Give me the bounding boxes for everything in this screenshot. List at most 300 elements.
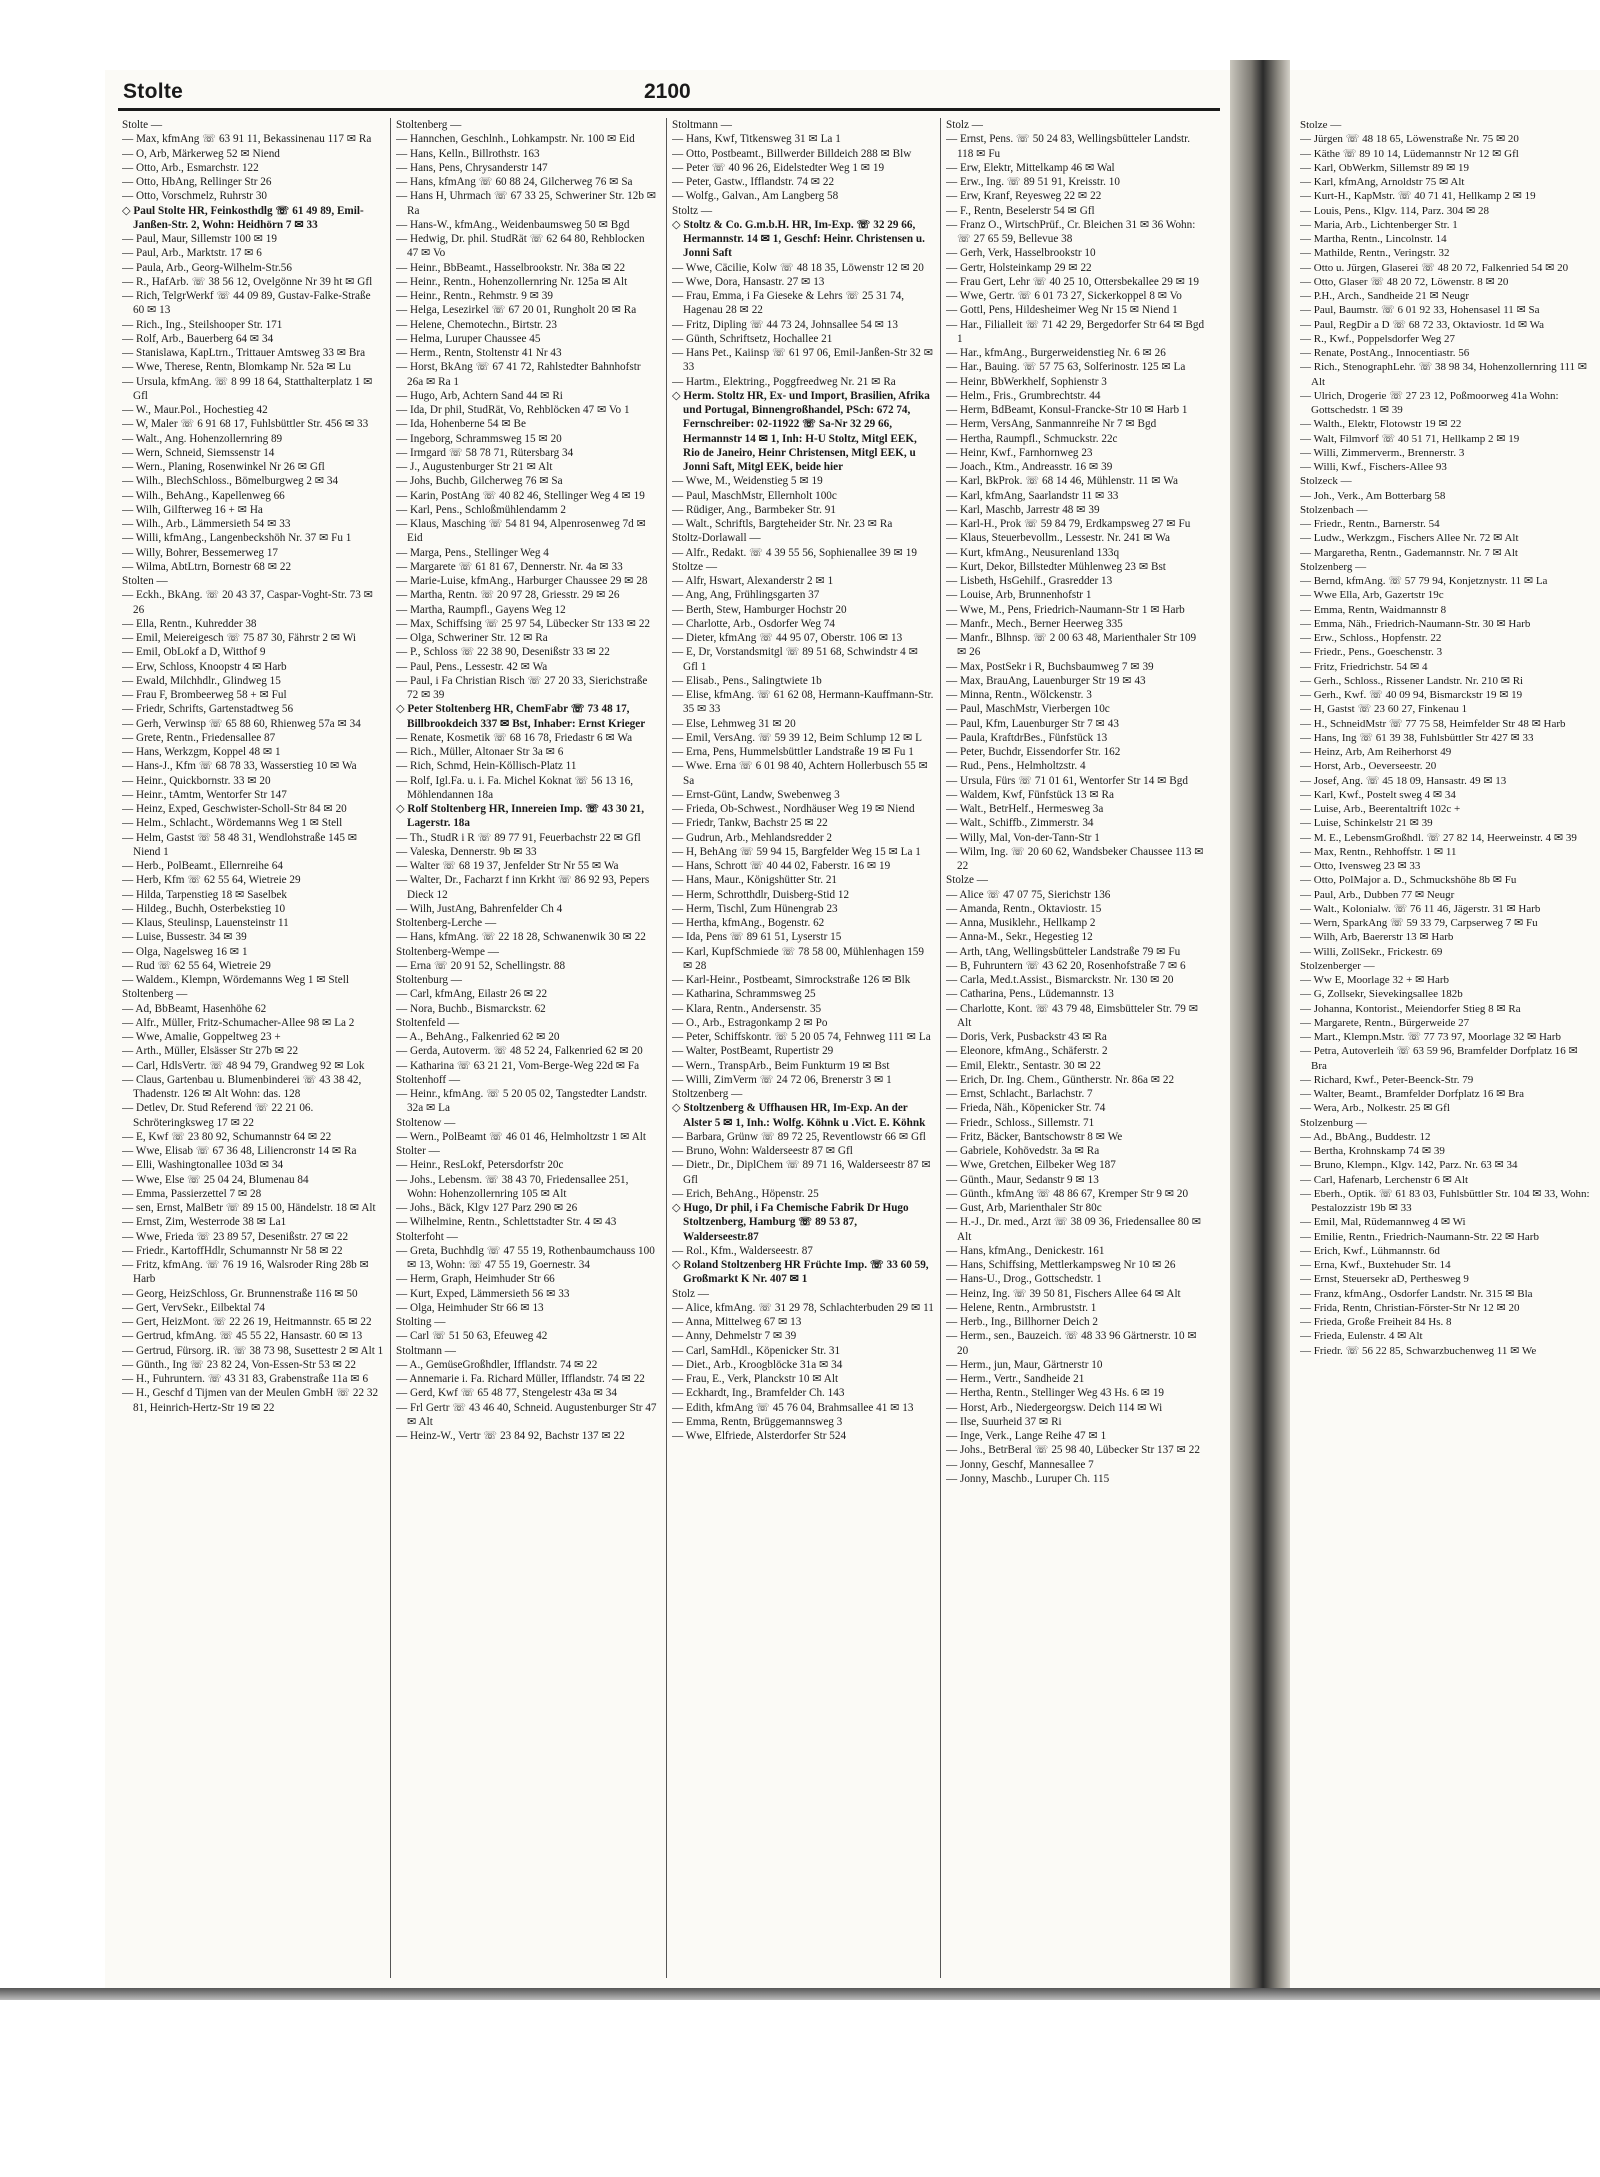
directory-entry: — R., HafArb. ☏ 38 56 12, Ovelgönne Nr 39 ht ✉ Gfl: [122, 275, 373, 288]
directory-entry: — Luise, Arb., Beerentaltrift 102c +: [1300, 803, 1461, 815]
directory-entry: — Olga, Nagelsweg 16 ✉ 1: [122, 945, 248, 958]
directory-entry: — Peter, Schiffskontr. ☏ 5 20 05 74, Fehnweg 111 ✉ La: [672, 1031, 931, 1043]
directory-entry: — Grete, Rentn., Friedensallee 87: [122, 731, 276, 744]
directory-entry: — Wwe, M., Weidenstieg 5 ✉ 19: [672, 475, 823, 488]
directory-entry: — Paul, Kfm, Lauenburger Str 7 ✉ 43: [946, 717, 1119, 730]
directory-entry: — Otto u. Jürgen, Glaserei ☏ 48 20 72, Falkenried 54 ✉ 20: [1300, 261, 1569, 274]
directory-entry: — Greta, Buchhdlg ☏ 47 55 19, Rothenbaumchauss 100 ✉ 13, Wohn: ☏ 47 55 19, Goernestr. 34: [396, 1244, 655, 1271]
directory-entry: — Wwe, Elfriede, Alsterdorfer Str 524: [672, 1430, 847, 1442]
directory-entry: — Karl, kfmAng, Saarlandstr 11 ✉ 33: [946, 489, 1119, 502]
directory-entry: — Margaretha, Rentn., Gademannstr. Nr. 7 ✉ Alt: [1300, 546, 1518, 559]
directory-entry: — Rolf, Arb., Bauerberg 64 ✉ 34: [122, 332, 274, 345]
directory-entry: — Friedr. ☏ 56 22 85, Schwarzbuchenweg 11 ✉ We: [1300, 1344, 1537, 1357]
directory-entry: — Waldem., Klempn, Wördemanns Weg 1 ✉ Stell: [122, 974, 349, 986]
directory-entry: — Erich, BehAng., Höpenstr. 25: [672, 1187, 819, 1200]
directory-entry: — Erw, Kranf, Reyesweg 22 ✉ 22: [946, 190, 1102, 203]
directory-entry: — Ida, Dr phil, StudRät, Vo, Rehblöcken 47 ✉ Vo 1: [396, 404, 630, 416]
directory-entry: — Johanna, Kontorist., Meiendorfer Stieg 8 ✉ Ra: [1300, 1002, 1521, 1015]
directory-entry: — Wilh, Arb, Baererstr 13 ✉ Harb: [1300, 931, 1454, 944]
directory-entry: — Wern., Planing, Rosenwinkel Nr 26 ✉ Gfl: [122, 461, 325, 473]
directory-entry: — Anny, Dehmelstr 7 ✉ 39: [672, 1330, 797, 1343]
directory-entry: — J., Augustenburger Str 21 ✉ Alt: [396, 461, 553, 473]
directory-entry: — Willi, Zimmerverm., Brennerstr. 3: [1300, 446, 1465, 459]
directory-entry: — Walt., Schiffb., Zimmerstr. 34: [946, 817, 1094, 830]
directory-entry: — Otto, Vorschmelz, Ruhrstr 30: [122, 190, 268, 203]
directory-entry: — Ida, Pens ☏ 89 61 51, Lyserstr 15: [672, 931, 842, 944]
surname-heading: Stolte —: [122, 119, 163, 131]
surname-heading: Stoltmann —: [396, 1344, 456, 1357]
directory-column-2: [396, 118, 658, 1978]
directory-entry: — Gerda, Autoverm. ☏ 48 52 24, Falkenried 62 ✉ 20: [396, 1045, 643, 1058]
firm-entry: ◇ Herm. Stoltz HR, Ex- und Import, Brasilien, Afrika und Portugal, Binnengroßhandel, PSch: 672 74, Fernschreiber: 02-11922 ☏ Sa-Nr 32 29 66, Hermannstr 14 ✉ 1, Inh: H-U Stoltz, Mitgl EEK, Rio de Janeiro, Heinr Christensen, Mitgl EEK, u Jonni Saft, Mitgl EEK, beide hier: [672, 389, 930, 473]
directory-entry: — Otto, PolMajor a. D., Schmuckshöhe 8b ✉ Fu: [1300, 874, 1517, 887]
directory-entry: — Ernst, Steuersekr aD, Perthesweg 9: [1300, 1273, 1469, 1286]
directory-entry: — Wilh, Gilfterweg 16 + ✉ Ha: [122, 503, 263, 516]
directory-entry: — Minna, Rentn., Wölckenstr. 3: [946, 689, 1092, 701]
surname-heading: Stolzenberger —: [1300, 959, 1375, 972]
directory-entry: — Gust, Arb, Marienthaler Str 80c: [946, 1202, 1102, 1214]
directory-entry: — Josef, Ang. ☏ 45 18 09, Hansastr. 49 ✉ 13: [1300, 774, 1507, 787]
directory-entry: — Frau F, Brombeerweg 58 + ✉ Ful: [122, 689, 287, 701]
directory-entry: — Nora, Buchb., Bismarckstr. 62: [396, 1002, 546, 1015]
directory-entry: — Hans-U., Drog., Gottschedstr. 1: [946, 1273, 1102, 1286]
directory-entry: — Ida, Hohenberne 54 ✉ Be: [396, 418, 526, 431]
directory-entry: — P.H., Arch., Sandheide 21 ✉ Neugr: [1300, 290, 1470, 302]
directory-entry: — Karl-Heinr., Postbeamt, Simrockstraße 126 ✉ Blk: [672, 974, 911, 986]
directory-entry: — Har., Bauing. ☏ 57 75 63, Solferinostr. 125 ✉ La: [946, 361, 1186, 374]
directory-entry: — Anna, Mittelweg 67 ✉ 13: [672, 1316, 802, 1328]
directory-entry: — Stanislawa, KapLtrn., Trittauer Amtsweg 33 ✉ Bra: [122, 347, 366, 359]
directory-entry: — Otto, Arb., Esmarchstr. 122: [122, 161, 259, 174]
directory-entry: — Willi, ZimVerm ☏ 24 72 06, Brenerstr 3 ✉ 1: [672, 1073, 892, 1086]
directory-entry: — Carl ☏ 51 50 63, Efeuweg 42: [396, 1330, 548, 1343]
directory-entry: — Herm, Tischl, Zum Hünengrab 23: [672, 902, 838, 915]
book-gutter: [1230, 60, 1290, 2000]
directory-entry: — Ernst-Günt, Landw, Swebenweg 3: [672, 788, 840, 801]
directory-entry: — Walt, Filmvorf ☏ 40 51 71, Hellkamp 2 ✉ 19: [1300, 432, 1520, 445]
directory-entry: — Alfr., Müller, Fritz-Schumacher-Allee 98 ✉ La 2: [122, 1016, 355, 1029]
directory-entry: — Emil, Elektr., Sentastr. 30 ✉ 22: [946, 1059, 1101, 1072]
directory-entry: — F., Rentn, Beselerstr 54 ✉ Gfl: [946, 204, 1095, 217]
firm-entry: ◇ Stoltzenberg & Uffhausen HR, Im-Exp. An der Alster 5 ✉ 1, Inh.: Wolfg. Köhnk u .Vict. E. Köhnk: [672, 1102, 926, 1129]
directory-entry: — Hans, Pens, Chrysanderstr 147: [396, 161, 548, 174]
directory-entry: — W., Maur.Pol., Hochestieg 42: [122, 404, 268, 416]
directory-entry: — Wwe, Therese, Rentn, Blomkamp Nr. 52a ✉ Lu: [122, 361, 351, 374]
directory-entry: — Frl Gertr ☏ 43 46 40, Schneid. Augustenburger Str 47 ✉ Alt: [396, 1401, 657, 1428]
directory-entry: — Herm, VersAng, Sanmannreihe Nr 7 ✉ Bgd: [946, 418, 1157, 431]
surname-heading: Stolz —: [946, 119, 983, 131]
directory-entry: — Wolfg., Galvan., Am Langberg 58: [672, 190, 839, 203]
firm-entry: ◇ Hugo, Dr phil, i Fa Chemische Fabrik Dr Hugo Stoltzenberg, Hamburg ☏ 89 53 87, Walderseestr.87: [672, 1202, 909, 1243]
surname-heading: Stoltenhoff —: [396, 1073, 461, 1086]
directory-entry: — Gerh., Kwf. ☏ 40 09 94, Bismarckstr 19 ✉ 19: [1300, 689, 1523, 701]
directory-entry: — Olga, Schweriner Str. 12 ✉ Ra: [396, 632, 548, 644]
directory-entry: — Hans, Schiffsing, Mettlerkampsweg Nr 10 ✉ 26: [946, 1259, 1176, 1271]
directory-entry: — Wwe, Amalie, Goppeltweg 23 +: [122, 1031, 281, 1043]
directory-entry: — Bernd, kfmAng. ☏ 57 79 94, Konjetznystr. 11 ✉ La: [1300, 575, 1548, 587]
directory-entry: — Hannchen, Geschlnh., Lohkampstr. Nr. 100 ✉ Eid: [396, 133, 635, 146]
directory-entry: — Emilie, Rentn., Friedrich-Naumann-Str. 22 ✉ Harb: [1300, 1230, 1539, 1243]
page-bottom-shadow: [0, 1988, 1600, 2000]
directory-entry: — Emma, Passierzettel 7 ✉ 28: [122, 1187, 262, 1200]
directory-entry: — Kurt, Dekor, Billstedter Mühlenweg 23 ✉ Bst: [946, 560, 1166, 573]
directory-entry: — Willi, kfmAng., Langenbeckshöh Nr. 37 ✉ Fu 1: [122, 532, 352, 545]
surname-heading: Stolterfoht —: [396, 1230, 458, 1243]
directory-entry: — Paul, i Fa Christian Risch ☏ 27 20 33, Sierichstraße 72 ✉ 39: [396, 674, 648, 701]
directory-entry: — Hans H, Uhrmach ☏ 67 33 25, Schweriner Str. 12b ✉ Ra: [396, 190, 657, 217]
directory-entry: — Karl, KupfSchmiede ☏ 78 58 00, Mühlenhagen 159 ✉ 28: [672, 945, 924, 972]
directory-entry: — Herm., Vertr., Sandheide 21: [946, 1373, 1085, 1385]
directory-entry: — Har., kfmAng., Burgerweidenstieg Nr. 6 ✉ 26: [946, 347, 1166, 359]
directory-entry: — Annemarie i. Fa. Richard Müller, Ifflandstr. 74 ✉ 22: [396, 1373, 645, 1385]
directory-entry: — Wwe, Gretchen, Eilbeker Weg 187: [946, 1159, 1116, 1172]
directory-entry: — Herb, Kfm ☏ 62 55 64, Wietreie 29: [122, 874, 301, 887]
directory-entry: — Frieda, Eulenstr. 4 ✉ Alt: [1300, 1330, 1423, 1343]
directory-entry: — Emil, ObLokf a D, Witthof 9: [122, 646, 266, 659]
directory-entry: — A., GemüseGroßhdler, Ifflandstr. 74 ✉ 22: [396, 1358, 598, 1371]
directory-entry: — E, Kwf ☏ 23 80 92, Schumannstr 64 ✉ 22: [122, 1130, 332, 1143]
surname-heading: Stoltenfeld —: [396, 1016, 460, 1029]
directory-entry: — Walt., Ang. Hohenzollernring 89: [122, 432, 283, 445]
surname-heading: Stoltz-Dorlawall —: [672, 532, 761, 545]
directory-entry: — Inge, Verk., Lange Reihe 47 ✉ 1: [946, 1430, 1107, 1442]
directory-entry: — Alice, kfmAng. ☏ 31 29 78, Schlachterbuden 29 ✉ 11: [672, 1301, 934, 1314]
directory-entry: — Johs, Buchb, Gilcherweg 76 ✉ Sa: [396, 475, 563, 488]
directory-entry: — Friedr, Schrifts, Gartenstadtweg 56: [122, 703, 294, 716]
directory-entry: — Hans-W., kfmAng., Weidenbaumsweg 50 ✉ Bgd: [396, 218, 630, 231]
directory-entry: — Katharina, Schrammsweg 25: [672, 988, 816, 1001]
directory-entry: — Hildeg., Buchh, Osterbekstieg 10: [122, 902, 286, 915]
directory-entry: — Friedr., Schloss., Sillemstr. 71: [946, 1116, 1095, 1129]
directory-entry: — Rich., StenographLehr. ☏ 38 98 34, Hohenzollernring 111 ✉ Alt: [1300, 361, 1588, 388]
directory-entry: — Gert, VervSekr., Eilbektal 74: [122, 1301, 266, 1314]
directory-entry: — Elli, Washingtonallee 103d ✉ 34: [122, 1159, 284, 1172]
surname-heading: Stolter —: [396, 1145, 440, 1157]
directory-entry: — Hans-J., Kfm ☏ 68 78 33, Wasserstieg 10 ✉ Wa: [122, 760, 357, 773]
surname-heading: Stoltenburg —: [396, 974, 462, 986]
directory-entry: — Walter ☏ 68 19 37, Jenfelder Str Nr 55 ✉ Wa: [396, 860, 619, 872]
directory-entry: — Catharina, Pens., Lüdemannstr. 13: [946, 988, 1114, 1001]
directory-entry: — Fritz, kfmAng. ☏ 76 19 16, Walsroder Ring 28b ✉ Harb: [122, 1259, 369, 1286]
firm-entry: ◇ Paul Stolte HR, Feinkosthdlg ☏ 61 49 89, Emil-Janßen-Str. 2, Wohn: Heidhörn 7 ✉ 33: [122, 204, 364, 231]
surname-heading: Stolzenburg —: [1300, 1116, 1367, 1129]
directory-entry: — Erna, Kwf., Buxtehuder Str. 14: [1300, 1259, 1451, 1271]
directory-entry: — Wilhelmine, Rentn., Schlettstadter Str. 4 ✉ 43: [396, 1216, 617, 1229]
directory-entry: — G, Zollsekr, Sievekingsallee 182b: [1300, 988, 1463, 1001]
directory-entry: — Mart., Klempn.Mstr. ☏ 77 73 97, Moorlage 32 ✉ Harb: [1300, 1031, 1561, 1043]
directory-entry: — Anna-M., Sekr., Hegestieg 12: [946, 931, 1093, 944]
directory-entry: — Wilh., Arb., Lämmersieth 54 ✉ 33: [122, 518, 291, 530]
directory-entry: — Herb., PolBeamt., Ellernreihe 64: [122, 860, 283, 872]
directory-entry: — Carl, HdlsVertr. ☏ 48 94 79, Grandweg 92 ✉ Lok: [122, 1059, 365, 1072]
directory-entry: — Heinr, Kwf., Farnhornweg 23: [946, 446, 1093, 459]
directory-entry: — Elisab., Pens., Salingtwiete 1b: [672, 674, 822, 687]
page-number: 2100: [644, 80, 691, 103]
directory-entry: — Kurt, Exped, Lämmersieth 56 ✉ 33: [396, 1287, 570, 1300]
directory-entry: — Emil, Mal, Rüdemannweg 4 ✉ Wi: [1300, 1216, 1466, 1229]
directory-entry: — Max, Schiffsing ☏ 25 97 54, Lübecker Str 133 ✉ 22: [396, 617, 651, 630]
directory-entry: — Joh., Verk., Am Botterbarg 58: [1300, 489, 1446, 502]
directory-entry: — Otto, Glaser ☏ 48 20 72, Löwenstr. 8 ✉ 20: [1300, 275, 1509, 288]
directory-entry: — Carl, kfmAng, Eilastr 26 ✉ 22: [396, 988, 548, 1001]
directory-entry: — A., BehAng., Falkenried 62 ✉ 20: [396, 1031, 560, 1043]
directory-entry: — Wwe Ella, Arb, Gazertstr 19c: [1300, 589, 1444, 602]
directory-entry: — Louis, Pens., Klgv. 114, Parz. 304 ✉ 28: [1300, 204, 1489, 217]
directory-entry: — Th., StudR i R ☏ 89 77 91, Feuerbachstr 22 ✉ Gfl: [396, 831, 641, 844]
directory-entry: — Heinz, Exped, Geschwister-Scholl-Str 84 ✉ 20: [122, 803, 347, 815]
directory-entry: — Ang, Ang, Frühlingsgarten 37: [672, 589, 820, 602]
running-head-name: Stolte: [123, 80, 184, 103]
directory-entry: — Richard, Kwf., Peter-Beenck-Str. 79: [1300, 1073, 1474, 1086]
surname-heading: Stoltz —: [672, 204, 713, 217]
directory-entry: — H.-J., Dr. med., Arzt ☏ 38 09 36, Friedensallee 80 ✉ Alt: [946, 1216, 1202, 1243]
directory-entry: — Günth, Schriftsetz, Hochallee 21: [672, 332, 833, 345]
directory-entry: — Herm, BdBeamt, Konsul-Francke-Str 10 ✉ Harb 1: [946, 404, 1188, 416]
directory-entry: — Ewald, Milchhdlr., Glindweg 15: [122, 674, 281, 687]
directory-entry: — Ilse, Suurheid 37 ✉ Ri: [946, 1415, 1062, 1428]
directory-entry: — Heinz, Ing. ☏ 39 50 81, Fischers Allee 64 ✉ Alt: [946, 1287, 1181, 1300]
directory-entry: — Herb., Ing., Billhorner Deich 2: [946, 1316, 1098, 1328]
directory-entry: — Wilh, JustAng, Bahrenfelder Ch 4: [396, 902, 563, 915]
directory-entry: — Gertrud, Fürsorg. iR. ☏ 38 73 98, Susettestr 2 ✉ Alt 1: [122, 1344, 384, 1357]
directory-entry: — Hans, Werkzgm, Koppel 48 ✉ 1: [122, 746, 281, 758]
directory-entry: — Peter, Buchdr, Eissendorfer Str. 162: [946, 746, 1121, 758]
column-divider: [390, 118, 391, 1978]
directory-entry: — Elise, kfmAng. ☏ 61 62 08, Hermann-Kauffmann-Str. 35 ✉ 33: [672, 689, 934, 716]
directory-entry: — Walter, Beamt., Bramfelder Dorfplatz 16 ✉ Bra: [1300, 1088, 1524, 1100]
directory-entry: — Margarete, Rentn., Bürgerweide 27: [1300, 1016, 1470, 1029]
directory-entry: — Klaus, Steuerbevollm., Lessestr. Nr. 241 ✉ Wa: [946, 532, 1170, 545]
directory-entry: — Emma, Näh., Friedrich-Naumann-Str. 30 ✉ Harb: [1300, 617, 1531, 630]
directory-entry: — Dietr., Dr., DiplChem ☏ 89 71 16, Walderseestr 87 ✉ Gfl: [672, 1159, 931, 1186]
directory-entry: — Marga, Pens., Stellinger Weg 4: [396, 546, 549, 559]
directory-entry: — Frieda, Ob-Schwest., Nordhäuser Weg 19 ✉ Niend: [672, 803, 915, 815]
directory-entry: — Carl, Hafenarb, Lerchenstr 6 ✉ Alt: [1300, 1173, 1469, 1186]
directory-entry: — Martha, Rentn. ☏ 20 97 28, Griesstr. 29 ✉ 26: [396, 589, 620, 602]
surname-heading: Stolzeck —: [1300, 475, 1352, 488]
directory-column-1: [122, 118, 384, 1978]
directory-entry: — Hertha, Raumpfl., Schmuckstr. 22c: [946, 432, 1118, 445]
firm-entry: ◇ Stoltz & Co. G.m.b.H. HR, Im-Exp. ☏ 32 29 66, Hermannstr. 14 ✉ 1, Geschf: Heinr. Christensen u. Jonni Saft: [672, 218, 925, 260]
directory-entry: — Wwe, Dora, Hansastr. 27 ✉ 13: [672, 275, 825, 288]
directory-entry: — Herm, Schrotthdlr, Duisberg-Stid 12: [672, 888, 850, 901]
directory-entry: — Rud ☏ 62 55 64, Wietreie 29: [122, 959, 271, 972]
directory-entry: — Friedr., Pens., Goeschenstr. 3: [1300, 646, 1443, 659]
directory-entry: — Herm., sen., Bauzeich. ☏ 48 33 96 Gärtnerstr. 10 ✉ 20: [946, 1330, 1197, 1357]
directory-entry: — P., Schloss ☏ 22 38 90, Desenißstr 33 ✉ 22: [396, 646, 610, 659]
directory-entry: — Helene, Rentn., Armbruststr. 1: [946, 1301, 1097, 1314]
directory-column-4: [946, 118, 1208, 1978]
directory-entry: — Bruno, Wohn: Walderseestr 87 ✉ Gfl: [672, 1145, 853, 1157]
directory-entry: — Wilh., BehAng., Kapellenweg 66: [122, 489, 285, 502]
directory-entry: — Walt., Schriftls, Bargteheider Str. Nr. 23 ✉ Ra: [672, 518, 893, 530]
directory-entry: — Herm, Graph, Heimhuder Str 66: [396, 1273, 555, 1286]
directory-entry: — Horst, Arb., Oeverseestr. 20: [1300, 760, 1437, 773]
directory-entry: — Wwe, Gertr. ☏ 6 01 73 27, Sickerkoppel 8 ✉ Vo: [946, 290, 1182, 302]
directory-entry: — Charlotte, Kont. ☏ 43 79 48, Eimsbütteler Str. 79 ✉ Alt: [946, 1002, 1199, 1029]
directory-entry: — Willy, Mal, Von-der-Tann-Str 1: [946, 831, 1100, 844]
directory-entry: — Karl, Kwf., Postelt sweg 4 ✉ 34: [1300, 788, 1456, 801]
directory-entry: — Rud., Pens., Helmholtzstr. 4: [946, 760, 1086, 773]
directory-entry: — Waldem, Kwf, Fünfstück 13 ✉ Ra: [946, 788, 1114, 801]
directory-entry: — Hans Pet., Kaiinsp ☏ 61 97 06, Emil-Janßen-Str 32 ✉ 33: [672, 347, 934, 374]
directory-entry: — Hans, Kwf, Titkensweg 31 ✉ La 1: [672, 133, 841, 146]
directory-entry: — Wern., TranspArb., Beim Funkturm 19 ✉ Bst: [672, 1059, 890, 1072]
directory-entry: — Peter, Gastw., Ifflandstr. 74 ✉ 22: [672, 176, 835, 188]
directory-entry: — Jürgen ☏ 48 18 65, Löwenstraße Nr. 75 ✉ 20: [1300, 133, 1519, 146]
directory-entry: — Heinr., BbBeamt., Hasselbrookstr. Nr. 38a ✉ 22: [396, 261, 626, 274]
directory-entry: — Rich., Ing., Steilshooper Str. 171: [122, 318, 283, 331]
directory-entry: — Luise, Schinkelstr 21 ✉ 39: [1300, 817, 1433, 830]
surname-heading: Stolze —: [946, 874, 988, 887]
directory-entry: — Frau, E., Verk, Planckstr 10 ✉ Alt: [672, 1373, 839, 1385]
directory-entry: — Joach., Ktm., Andreasstr. 16 ✉ 39: [946, 461, 1113, 473]
directory-entry: — Wern, SparkAng ☏ 59 33 79, Carpserweg 7 ✉ Fu: [1300, 917, 1538, 929]
directory-entry: — Hedwig, Dr. phil. StudRät ☏ 62 64 80, Rehblocken 47 ✉ Vo: [396, 233, 645, 260]
directory-entry: — Heinr., tAmtm, Wentorfer Str 147: [122, 788, 287, 801]
directory-entry: — Bertha, Krohnskamp 74 ✉ 39: [1300, 1145, 1445, 1157]
directory-entry: — Hans, Ing ☏ 61 39 38, Fuhlsbüttler Str 427 ✉ 33: [1300, 731, 1534, 744]
directory-entry: — Fritz, Friedrichstr. 54 ✉ 4: [1300, 660, 1428, 673]
directory-entry: — Friedr., KartoffHdlr, Schumannstr Nr 58 ✉ 22: [122, 1244, 343, 1257]
directory-entry: — Alice ☏ 47 07 75, Sierichstr 136: [946, 888, 1111, 901]
directory-entry: — Frau Gert, Lehr ☏ 40 25 10, Ottersbekallee 29 ✉ 19: [946, 275, 1199, 288]
directory-entry: — Heinr., Rentn., Hohenzollernring Nr. 125a ✉ Alt: [396, 275, 628, 288]
directory-entry: — Wwe, Elisab ☏ 67 36 48, Liliencronstr 14 ✉ Ra: [122, 1145, 357, 1157]
directory-entry: — Paul, Baumstr. ☏ 6 01 92 33, Hohensasel 11 ✉ Sa: [1300, 304, 1540, 317]
directory-entry: — Hans, Maur., Königshütter Str. 21: [672, 874, 838, 887]
directory-entry: — Petra, Autoverleih ☏ 63 59 96, Bramfelder Dorfplatz 16 ✉ Bra: [1300, 1045, 1578, 1072]
directory-entry: — Klaus, Masching ☏ 54 81 94, Alpenrosenweg 7d ✉ Eid: [396, 518, 646, 545]
directory-entry: — Gertr, Holsteinkamp 29 ✉ 22: [946, 261, 1092, 274]
directory-entry: — Ww E, Moorlage 32 + ✉ Harb: [1300, 974, 1450, 986]
surname-heading: Stolten —: [122, 575, 168, 587]
directory-entry: — Wwe. Erna ☏ 6 01 98 40, Achtern Hollerbusch 55 ✉ Sa: [672, 760, 928, 787]
directory-entry: — Margarete ☏ 61 81 67, Dennerstr. Nr. 4a ✉ 33: [396, 560, 623, 573]
directory-entry: — M. E., LebensmGroßhdl. ☏ 27 82 14, Heerweinstr. 4 ✉ 39: [1300, 831, 1577, 844]
directory-entry: — Karl-H., Prok ☏ 59 84 79, Erdkampsweg 27 ✉ Fu: [946, 518, 1191, 530]
directory-entry: — Berth, Stew, Hamburger Hochstr 20: [672, 603, 847, 616]
directory-entry: — Ingeborg, Schrammsweg 15 ✉ 20: [396, 432, 562, 445]
directory-entry: — Ad., BbAng., Buddestr. 12: [1300, 1130, 1431, 1143]
directory-entry: — Wwe, Frieda ☏ 23 89 57, Desenißstr. 27 ✉ 22: [122, 1230, 349, 1243]
directory-entry: — Eberh., Optik. ☏ 61 83 03, Fuhlsbüttler Str. 104 ✉ 33, Wohn: Pestalozzistr 19b ✉ 33: [1300, 1187, 1590, 1214]
directory-entry: — Arth., Müller, Elsässer Str 27b ✉ 22: [122, 1045, 299, 1058]
directory-entry: — Marie-Luise, kfmAng., Harburger Chaussee 29 ✉ 28: [396, 575, 648, 587]
directory-entry: — Max, PostSekr i R, Buchsbaumweg 7 ✉ 39: [946, 660, 1154, 673]
directory-entry: — Hans, Schrott ☏ 40 44 02, Faberstr. 16 ✉ 19: [672, 860, 891, 872]
directory-entry: — Wern., PolBeamt ☏ 46 01 46, Helmholtzstr 1 ✉ Alt: [396, 1130, 647, 1143]
directory-entry: — Louise, Arb, Brunnenhofstr 1: [946, 589, 1092, 602]
directory-entry: — Bruno, Klempn., Klgv. 142, Parz. Nr. 63 ✉ 34: [1300, 1159, 1518, 1172]
directory-entry: — Herm., jun, Maur, Gärtnerstr 10: [946, 1358, 1103, 1371]
directory-entry: — Paul, Arb., Marktstr. 17 ✉ 6: [122, 247, 262, 260]
directory-column-5: [1300, 118, 1590, 1978]
directory-entry: — Willi, ZollSekr., Frickestr. 69: [1300, 945, 1443, 958]
directory-entry: — Max, Rentn., Rehhoffstr. 1 ✉ 11: [1300, 845, 1457, 858]
directory-entry: — Helga, Lesezirkel ☏ 67 20 01, Rungholt 20 ✉ Ra: [396, 304, 637, 317]
directory-entry: — Amanda, Rentn., Oktaviostr. 15: [946, 902, 1102, 915]
directory-entry: — H, Gastst ☏ 23 60 27, Finkenau 1: [1300, 703, 1468, 716]
directory-entry: — Carl, SamHdl., Köpenicker Str. 31: [672, 1344, 841, 1357]
directory-entry: — Irmgard ☏ 58 78 71, Rütersbarg 34: [396, 446, 574, 459]
directory-entry: — Renate, PostAng., Innocentiastr. 56: [1300, 347, 1470, 359]
directory-entry: — Walt., BetrHelf., Hermesweg 3a: [946, 803, 1104, 815]
directory-entry: — Friedr, Tankw, Bachstr 25 ✉ 22: [672, 817, 828, 830]
directory-entry: — Günth., Ing ☏ 23 82 24, Von-Essen-Str 53 ✉ 22: [122, 1358, 356, 1371]
directory-entry: — Ella, Rentn., Kuhredder 38: [122, 617, 257, 630]
directory-entry: — Eckh., BkAng. ☏ 20 43 37, Caspar-Voght-Str. 73 ✉ 26: [122, 589, 374, 616]
directory-entry: — Wilm, Ing. ☏ 20 60 62, Wandsbeker Chaussee 113 ✉ 22: [946, 845, 1204, 872]
directory-entry: — Karl, BkProk. ☏ 68 14 46, Mühlenstr. 11 ✉ Wa: [946, 475, 1178, 488]
directory-entry: — Gabriele, Kohövedstr. 3a ✉ Ra: [946, 1145, 1100, 1157]
directory-entry: — O., Arb., Estragonkamp 2 ✉ Po: [672, 1016, 828, 1029]
directory-entry: — Karin, PostAng ☏ 40 82 46, Stellinger Weg 4 ✉ 19: [396, 489, 645, 502]
surname-heading: Stoltenberg —: [122, 988, 188, 1001]
directory-entry: — Rol., Kfm., Walderseestr. 87: [672, 1244, 813, 1257]
directory-entry: — Paul, Maur, Sillemstr 100 ✉ 19: [122, 233, 277, 245]
directory-entry: — Helm, Gastst ☏ 58 48 31, Wendlohstraße 145 ✉ Niend 1: [122, 831, 358, 858]
directory-entry: — H., Geschf d Tijmen van der Meulen GmbH ☏ 22 32 81, Heinrich-Hertz-Str 19 ✉ 22: [122, 1387, 379, 1414]
directory-entry: — Helm., Fris., Grumbrechtstr. 44: [946, 389, 1101, 402]
directory-entry: — Diet., Arb., Kroogblöcke 31a ✉ 34: [672, 1358, 843, 1371]
directory-entry: — Erna ☏ 20 91 52, Schellingstr. 88: [396, 959, 566, 972]
directory-entry: — Walter, Dr., Facharzt f inn Krkht ☏ 86 92 93, Pepers Dieck 12: [396, 874, 650, 901]
directory-entry: — Gert, HeizMont. ☏ 22 26 19, Heitmannstr. 65 ✉ 22: [122, 1316, 372, 1328]
directory-entry: — Charlotte, Arb., Osdorfer Weg 74: [672, 617, 835, 630]
directory-entry: — Hartm., Elektring., Poggfreedweg Nr. 21 ✉ Ra: [672, 375, 896, 388]
directory-entry: — Hans, Kelln., Billrothstr. 163: [396, 147, 540, 160]
directory-entry: — Ernst, Pens. ☏ 50 24 83, Wellingsbütteler Landstr. 118 ✉ Fu: [946, 133, 1191, 160]
directory-entry: — Ernst, Schlacht., Barlachstr. 7: [946, 1088, 1093, 1100]
directory-entry: — Heinz, Arb, Am Reiherhorst 49: [1300, 746, 1452, 758]
directory-entry: — Paul, Pens., Lessestr. 42 ✉ Wa: [396, 660, 548, 673]
directory-entry: — Franz, kfmAng., Osdorfer Landstr. Nr. 315 ✉ Bla: [1300, 1287, 1533, 1300]
directory-entry: — Rolf, Igl.Fa. u. i. Fa. Michel Koknat ☏ 56 13 16, Möhlendannen 18a: [396, 774, 634, 801]
directory-entry: — Edith, kfmAng ☏ 45 76 04, Brahmsallee 41 ✉ 13: [672, 1401, 914, 1414]
directory-column-3: [672, 118, 934, 1978]
directory-entry: — Georg, HeizSchloss, Gr. Brunnenstraße 116 ✉ 50: [122, 1287, 358, 1300]
directory-entry: — Gertrud, kfmAng. ☏ 45 55 22, Hansastr. 60 ✉ 13: [122, 1330, 363, 1343]
directory-entry: — Hilda, Tarpenstieg 18 ✉ Saselbek: [122, 888, 287, 901]
surname-heading: Stoltenberg-Lerche —: [396, 917, 497, 929]
surname-heading: Stolzenberg —: [1300, 560, 1367, 573]
directory-entry: — Frau, Emma, i Fa Gieseke & Lehrs ☏ 25 31 74, Hagenau 28 ✉ 22: [672, 290, 905, 317]
directory-entry: — W, Maler ☏ 6 91 68 17, Fuhlsbüttler Str. 456 ✉ 33: [122, 418, 369, 431]
directory-entry: — Manfr., Mech., Berner Heerweg 335: [946, 617, 1123, 630]
surname-heading: Stolzenbach —: [1300, 503, 1368, 516]
directory-entry: — H., Fuhruntern. ☏ 43 31 83, Grabenstraße 11a ✉ 6: [122, 1373, 369, 1385]
directory-entry: — Hans, kfmAng. ☏ 22 18 28, Schwanenwik 30 ✉ 22: [396, 931, 646, 944]
directory-entry: — Mathilde, Rentn., Veringstr. 32: [1300, 247, 1450, 260]
directory-entry: — Paul, MaschMstr, Vierbergen 10c: [946, 703, 1110, 716]
directory-entry: — Karl, Maschb, Jarrestr 48 ✉ 39: [946, 503, 1100, 516]
surname-heading: Stolting —: [396, 1316, 446, 1328]
directory-entry: — Heinr., Rentn., Rehmstr. 9 ✉ 39: [396, 290, 553, 302]
directory-entry: — Walter, PostBeamt, Rupertistr 29: [672, 1045, 834, 1058]
directory-entry: — R., Kwf., Poppelsdorfer Weg 27: [1300, 332, 1456, 345]
directory-entry: — Karl, Pens., Schloßmühlendamm 2: [396, 503, 566, 516]
directory-entry: — Ulrich, Drogerie ☏ 27 23 12, Poßmoorweg 41a Wohn: Gottschedstr. 1 ✉ 39: [1300, 389, 1559, 416]
directory-entry: — Emil, VersAng. ☏ 59 39 12, Beim Schlump 12 ✉ L: [672, 731, 923, 744]
directory-entry: — Willi, Kwf., Fischers-Allee 93: [1300, 461, 1447, 473]
directory-entry: — Wwe, M., Pens, Friedrich-Naumann-Str 1 ✉ Harb: [946, 603, 1185, 616]
directory-entry: — Rich., Müller, Altonaer Str 3a ✉ 6: [396, 746, 564, 758]
directory-entry: — Har., Filialleit ☏ 71 42 29, Bergedorfer Str 64 ✉ Bgd 1: [946, 318, 1205, 345]
surname-heading: Stolz —: [672, 1287, 709, 1300]
surname-heading: Stolze —: [1300, 119, 1342, 131]
directory-entry: — Paul, MaschMstr, Ellernholt 100c: [672, 489, 837, 502]
